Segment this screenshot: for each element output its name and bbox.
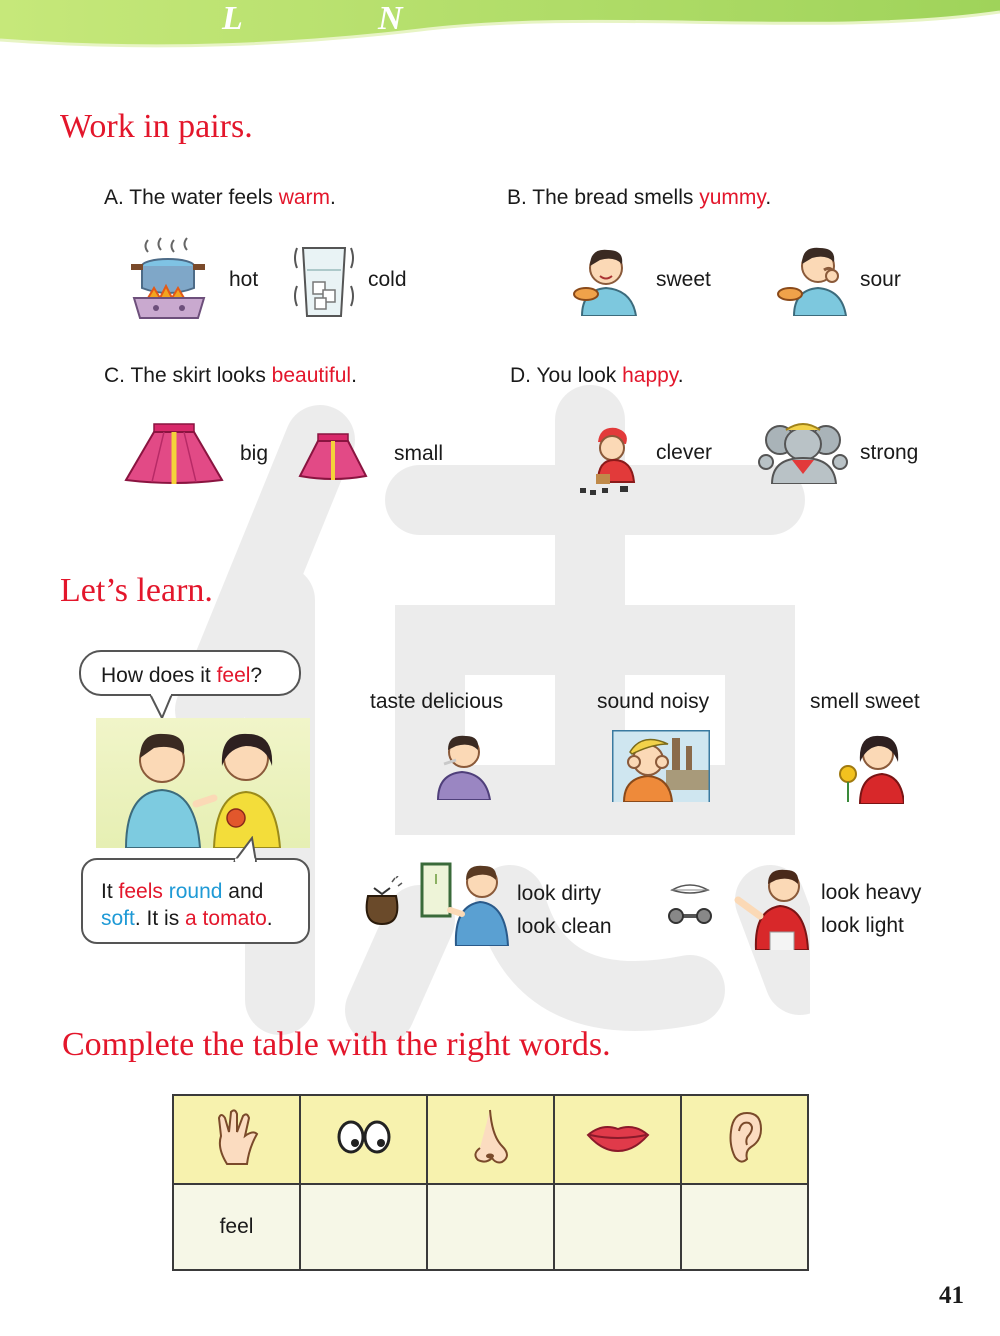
sentence-text: . xyxy=(765,186,772,209)
bubble-tail xyxy=(148,694,178,720)
key-word: feel xyxy=(216,664,251,687)
phrase-look-light: look light xyxy=(821,914,904,937)
sentence-text: . xyxy=(677,364,684,387)
phrase-look-clean: look clean xyxy=(517,915,612,938)
dirty-bag-picture xyxy=(360,876,404,926)
key-word: yummy xyxy=(699,186,766,209)
answer-bubble xyxy=(81,858,310,944)
ear-icon xyxy=(725,1109,765,1165)
table-answer-cell[interactable] xyxy=(300,1184,427,1270)
small-skirt-picture xyxy=(298,432,368,480)
bubble-tail xyxy=(232,836,262,862)
lets-learn-title: Let’s learn. xyxy=(60,572,213,609)
hand-icon xyxy=(213,1108,261,1166)
boy-tasting-picture xyxy=(430,730,492,800)
word-strong: strong xyxy=(860,441,919,464)
table-cell xyxy=(300,1095,427,1184)
sentence-text: A. The water feels xyxy=(104,186,279,209)
banner-letter: L xyxy=(222,0,243,37)
cold-glass-picture xyxy=(293,242,355,322)
table-cell xyxy=(681,1095,808,1184)
sentence-text: . xyxy=(330,186,336,209)
bubble-text: . It is xyxy=(134,907,186,930)
sentence-d xyxy=(510,364,684,388)
word-big: big xyxy=(240,442,269,465)
phrase-smell-sweet: smell sweet xyxy=(810,690,920,713)
strong-elephant-picture xyxy=(756,418,850,484)
table-answer-cell[interactable] xyxy=(427,1184,554,1270)
page-number: 41 xyxy=(939,1282,964,1309)
two-children-scene xyxy=(96,718,310,848)
sentence-a xyxy=(104,186,336,210)
phrase-look-dirty: look dirty xyxy=(517,882,602,905)
key-word: soft xyxy=(101,907,135,930)
sentence-text: . xyxy=(351,364,357,387)
sentence-b xyxy=(507,186,771,210)
key-word: beautiful xyxy=(271,364,352,387)
boiling-pot-picture xyxy=(128,236,210,324)
phrase-look-heavy: look heavy xyxy=(821,881,922,904)
key-word: round xyxy=(168,880,223,903)
sentence-c xyxy=(104,364,357,388)
mouth-icon xyxy=(586,1121,650,1153)
table-cell xyxy=(173,1095,300,1184)
table-answer-cell[interactable] xyxy=(681,1184,808,1270)
table-answer-cell[interactable] xyxy=(554,1184,681,1270)
complete-table-title: Complete the table with the right words. xyxy=(62,1026,611,1063)
bubble-text: How does it xyxy=(101,664,217,687)
table-row xyxy=(173,1095,808,1184)
word-cold: cold xyxy=(368,268,407,291)
boy-sour-face-picture xyxy=(776,240,852,316)
boy-lifting-picture xyxy=(732,866,810,950)
table-cell-feel: feel xyxy=(173,1184,300,1270)
eyes-icon xyxy=(335,1119,393,1155)
sentence-text: B. The bread smells xyxy=(507,186,700,209)
boy-eating-bread-picture xyxy=(570,242,642,316)
bubble-text: It xyxy=(101,880,119,903)
bubble-text: . xyxy=(266,907,273,930)
table-cell xyxy=(427,1095,554,1184)
word-small: small xyxy=(394,442,444,465)
senses-table xyxy=(172,1094,809,1271)
top-banner xyxy=(0,0,1000,60)
banner-letter: N xyxy=(378,0,403,37)
sentence-text: C. The skirt looks xyxy=(104,364,272,387)
phrase-sound-noisy: sound noisy xyxy=(597,690,710,713)
table-cell xyxy=(554,1095,681,1184)
key-word: happy xyxy=(622,364,678,387)
boy-holding-mirror-picture xyxy=(416,862,510,946)
key-word: warm xyxy=(278,186,331,209)
girl-smelling-flower-picture xyxy=(832,730,904,804)
clever-child-blocks-picture xyxy=(576,424,646,496)
key-word: feels xyxy=(118,880,163,903)
word-sweet: sweet xyxy=(656,268,711,291)
table-row xyxy=(173,1184,808,1270)
nose-icon xyxy=(470,1108,512,1166)
sentence-text: D. You look xyxy=(510,364,623,387)
word-clever: clever xyxy=(656,441,713,464)
bubble-text: ? xyxy=(250,664,263,687)
word-hot: hot xyxy=(229,268,259,291)
bubble-text: and xyxy=(222,880,264,903)
question-bubble xyxy=(79,650,301,696)
work-in-pairs-title: Work in pairs. xyxy=(60,108,253,145)
big-skirt-picture xyxy=(124,422,224,484)
boy-covering-ears-picture xyxy=(612,730,710,802)
word-sour: sour xyxy=(860,268,901,291)
key-word: a tomato xyxy=(185,907,267,930)
feather-and-dumbbell-picture xyxy=(666,880,714,930)
phrase-taste-delicious: taste delicious xyxy=(370,690,504,713)
